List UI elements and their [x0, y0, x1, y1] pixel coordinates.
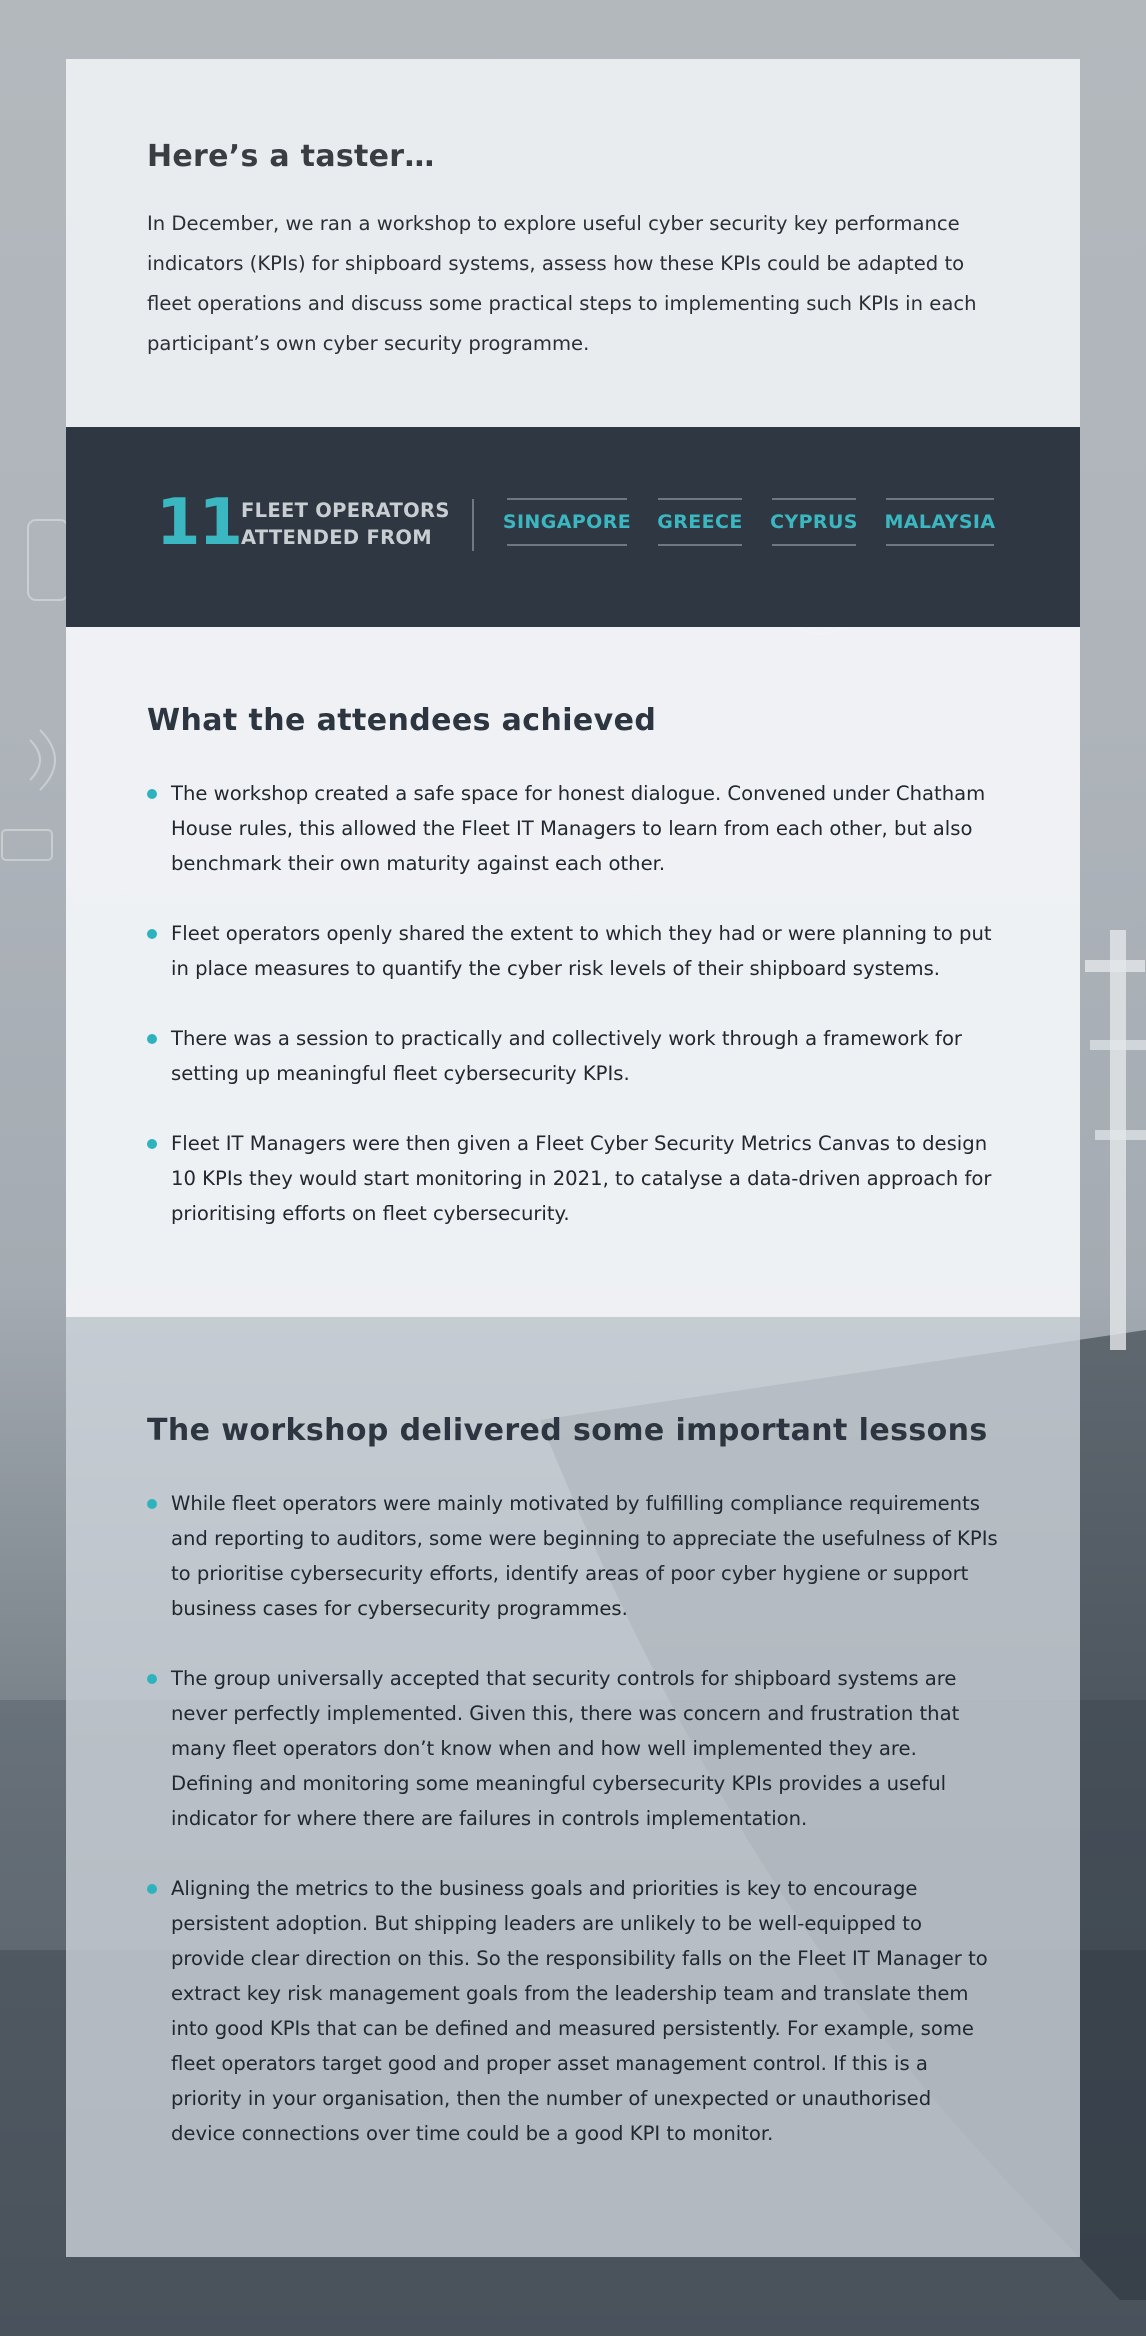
label-line-1: FLEET OPERATORS — [241, 499, 450, 522]
bullet-icon — [147, 929, 157, 939]
achievements-section — [66, 627, 1080, 1317]
intro-title: Here’s a taster… — [147, 139, 435, 174]
bullet-icon — [147, 1674, 157, 1684]
list-item — [147, 916, 999, 986]
operator-count: 11 — [156, 486, 242, 560]
list-item — [147, 1871, 999, 2151]
bullet-icon — [147, 1884, 157, 1894]
list-item-text: Fleet operators openly shared the extent to which they had or were planning to put in place measures to quantify the cyber risk levels of their shipboard systems. — [171, 922, 992, 980]
list-item — [147, 1126, 999, 1231]
intro-section — [66, 59, 1080, 427]
list-item — [147, 1021, 999, 1091]
list-item-text: Aligning the metrics to the business goals and priorities is key to encourage persistent adoption. But shipping leaders are unlikely to be well-equipped to provide clear direction on this. So the responsibility falls on the Fleet IT Manager to extract key risk management goals from the leadership team and translate them into good KPIs that can be defined and measured persistently. For example, some fleet operators target good and proper asset management control. If this is a priority in your organisation, then the number of unexpected or unauthorised device connections over time could be a good KPI to monitor. — [171, 1877, 988, 2145]
banner-divider — [472, 499, 474, 551]
achievements-list — [147, 776, 999, 1231]
achievements-title: What the attendees achieved — [147, 703, 657, 738]
label-line-2: ATTENDED FROM — [241, 526, 432, 549]
list-item — [147, 1661, 999, 1836]
location-cyprus: CYPRUS — [772, 498, 856, 546]
location-malaysia: MALAYSIA — [886, 498, 994, 546]
list-item-text: The group universally accepted that security controls for shipboard systems are never perfectly implemented. Given this, there was concern and frustration that many fleet operators don’t know when and how well implemented they are. Defining and monitoring some meaningful cybersecurity KPIs provides a useful indicator for where there are failures in controls implementation. — [171, 1667, 960, 1830]
lessons-title: The workshop delivered some important lessons — [147, 1413, 988, 1448]
list-item-text: The workshop created a safe space for honest dialogue. Convened under Chatham House rules, this allowed the Fleet IT Managers to learn from each other, but also benchmark their own maturity against each other. — [171, 782, 986, 875]
bullet-icon — [147, 1499, 157, 1509]
intro-body: In December, we ran a workshop to explore useful cyber security key performance indicators (KPIs) for shipboard systems, assess how these KPIs could be adapted to fleet operations and discuss some practical steps to implementing such KPIs in each participant’s own cyber security programme. — [147, 212, 977, 355]
bullet-icon — [147, 1034, 157, 1044]
lessons-section — [66, 1317, 1080, 2257]
operator-count-label — [241, 497, 450, 551]
bullet-icon — [147, 1139, 157, 1149]
attendance-banner — [66, 427, 1080, 627]
bullet-icon — [147, 789, 157, 799]
list-item-text: While fleet operators were mainly motivated by fulfilling compliance requirements and reporting to auditors, some were beginning to appreciate the usefulness of KPIs to prioritise cybersecurity efforts, identify areas of poor cyber hygiene or support business cases for cybersecurity programmes. — [171, 1492, 998, 1620]
list-item — [147, 1486, 999, 1626]
list-item-text: There was a session to practically and collectively work through a framework for setting up meaningful fleet cybersecurity KPIs. — [171, 1027, 962, 1085]
location-singapore: SINGAPORE — [507, 498, 627, 546]
lessons-list — [147, 1486, 999, 2151]
list-item-text: Fleet IT Managers were then given a Fleet Cyber Security Metrics Canvas to design 10 KPIs they would start monitoring in 2021, to catalyse a data-driven approach for prioritising efforts on fleet cybersecurity. — [171, 1132, 992, 1225]
list-item — [147, 776, 999, 881]
location-greece: GREECE — [658, 498, 742, 546]
